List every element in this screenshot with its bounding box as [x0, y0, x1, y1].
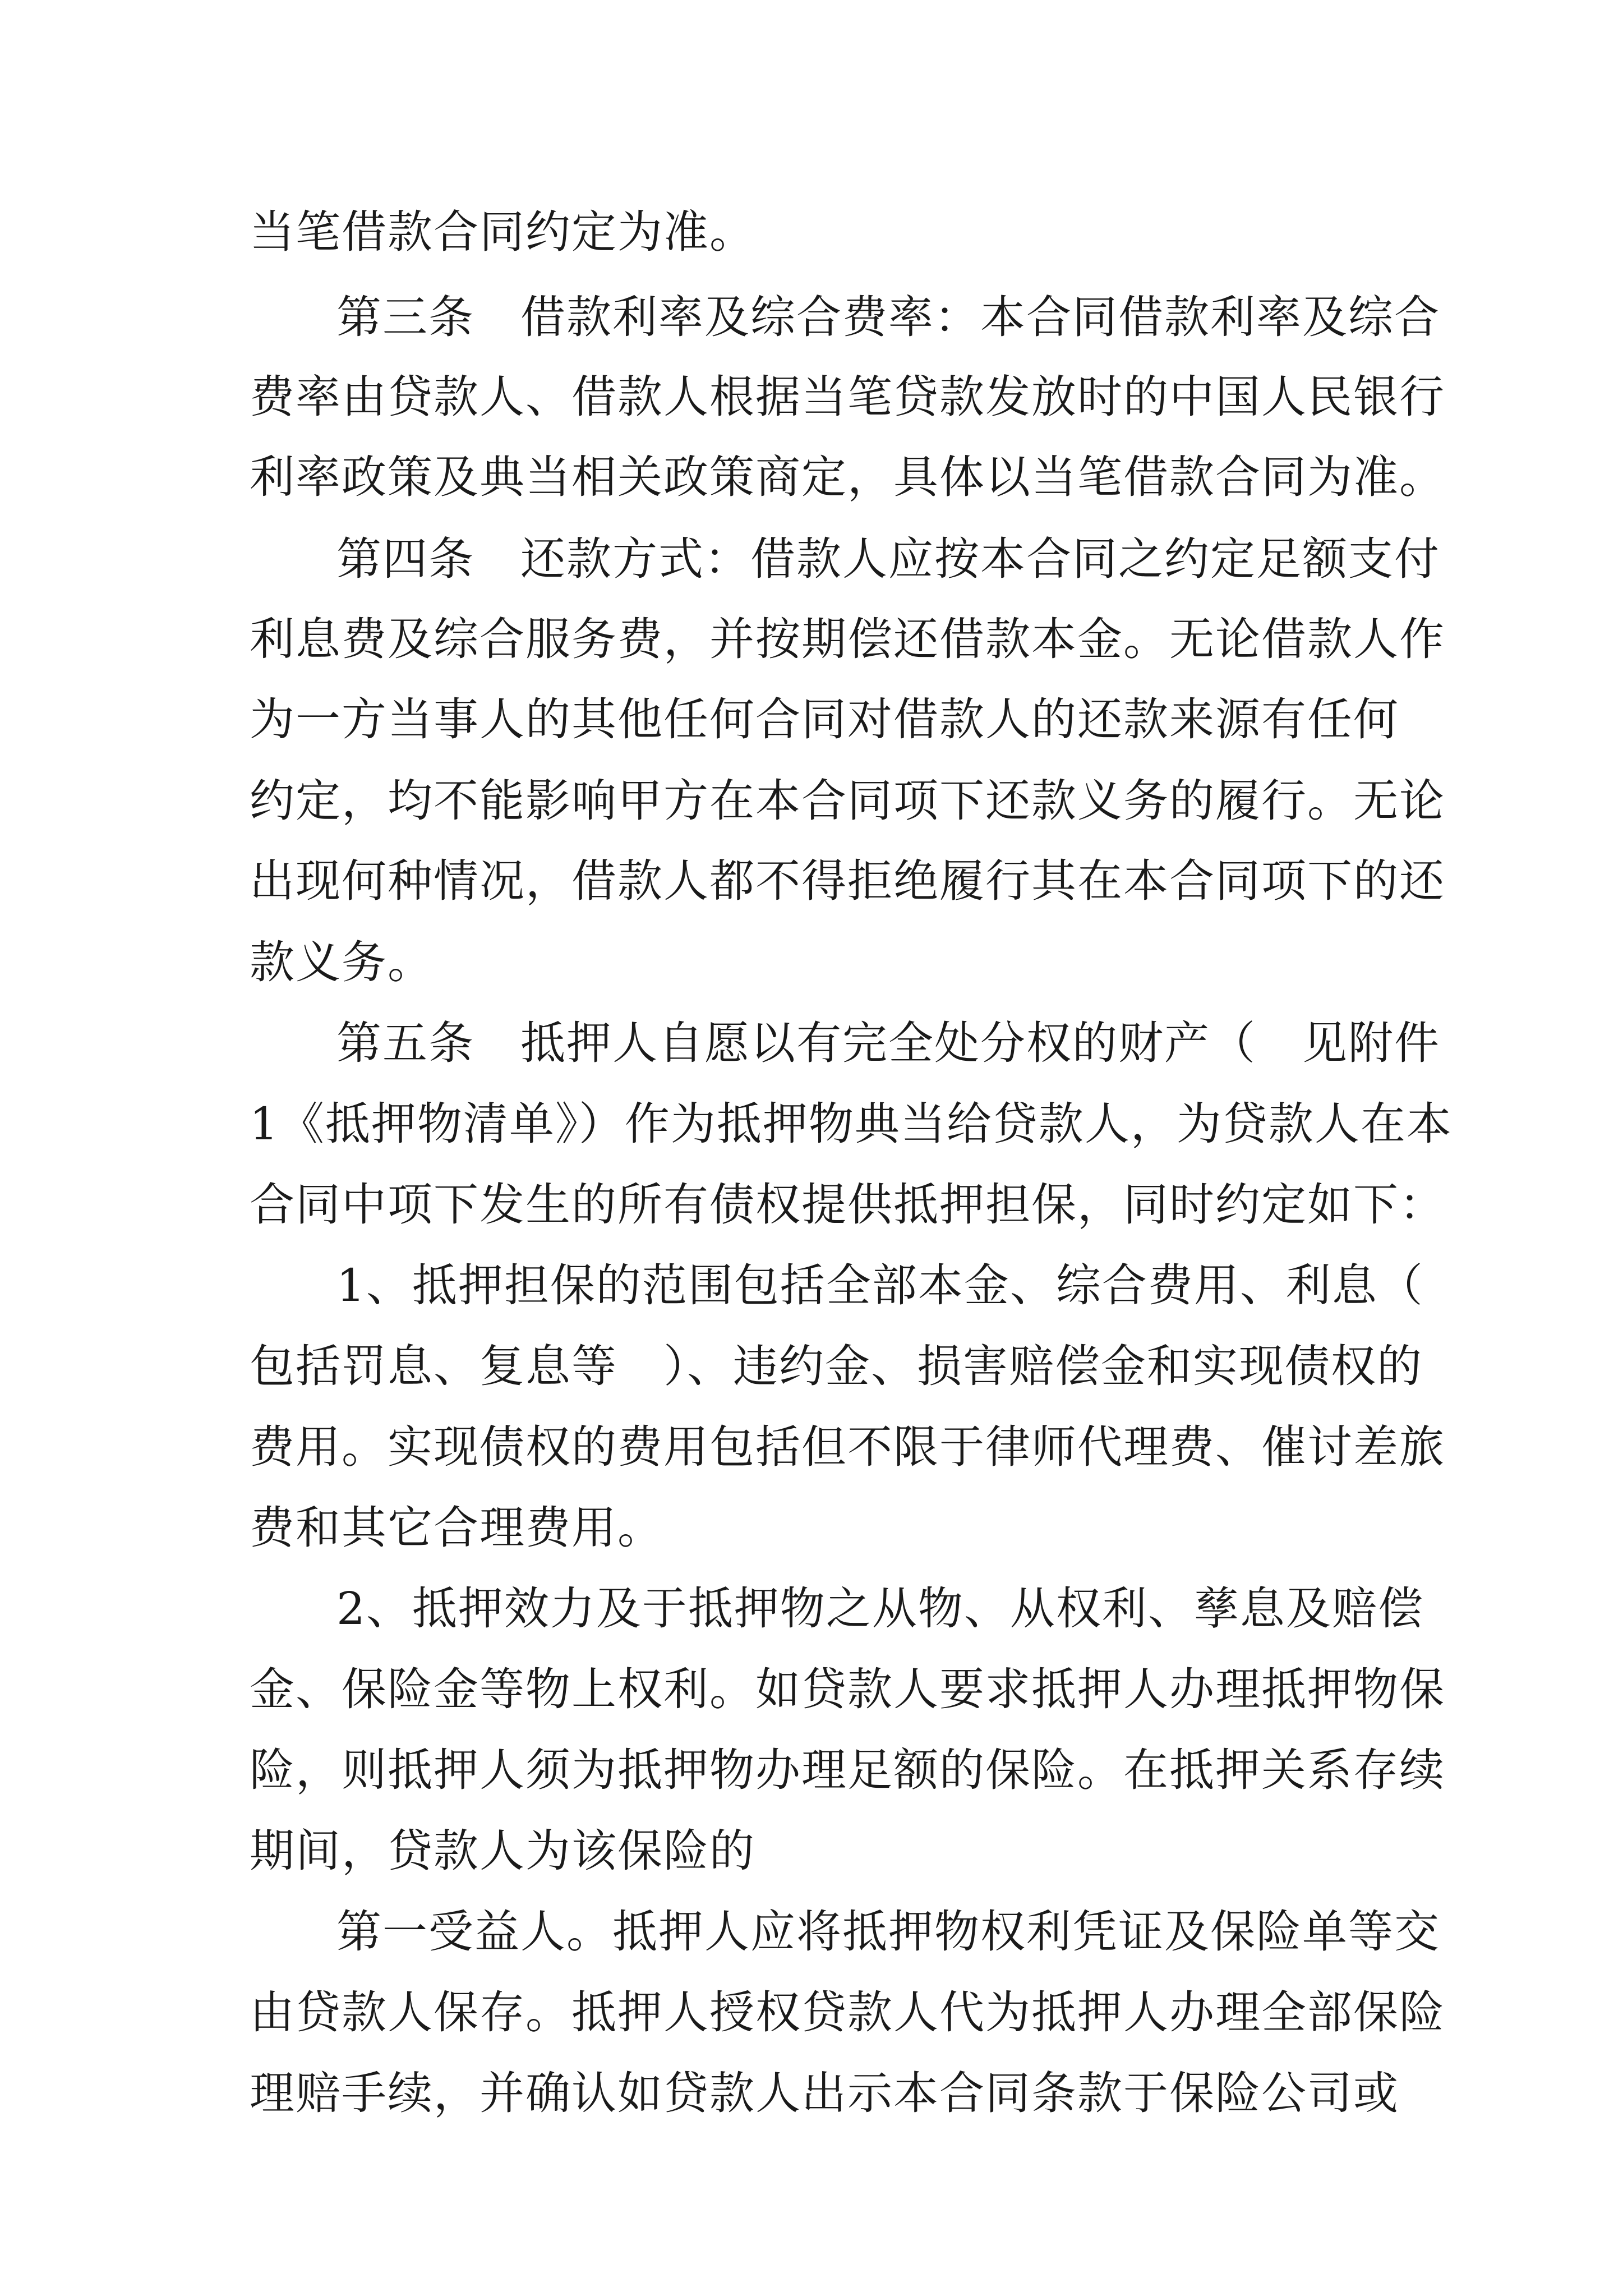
text-line: 利息费及综合服务费，并按期偿还借款本金。无论借款人作: [250, 613, 1445, 665]
text-line: 利率政策及典当相关政策商定，具体以当笔借款合同为准。: [250, 451, 1445, 503]
text-line: 当笔借款合同约定为准。: [250, 206, 755, 258]
text-line: 第五条 抵押人自愿以有完全处分权的财产（ 见附件: [336, 1017, 1440, 1069]
text-line: 理赔手续，并确认如贷款人出示本合同条款于保险公司或: [250, 2067, 1399, 2119]
text-line: 期间，贷款人为该保险的: [250, 1825, 755, 1877]
text-line: 包括罚息、复息等 ）、违约金、损害赔偿金和实现债权的: [250, 1340, 1423, 1392]
text-line: 第四条 还款方式：借款人应按本合同之约定足额支付: [336, 533, 1440, 585]
text-line: 费用。实现债权的费用包括但不限于律师代理费、催讨差旅: [250, 1421, 1445, 1473]
text-line: 第一受益人。抵押人应将抵押物权利凭证及保险单等交: [336, 1906, 1440, 1958]
text-line: 由贷款人保存。抵押人授权贷款人代为抵押人办理全部保险: [250, 1986, 1445, 2039]
text-line: 1、抵押担保的范围包括全部本金、综合费用、利息（: [336, 1259, 1424, 1312]
text-line: 合同中项下发生的所有债权提供抵押担保，同时约定如下：: [250, 1179, 1445, 1231]
text-line: 为一方当事人的其他任何合同对借款人的还款来源有任何: [250, 693, 1399, 746]
text-line: 1《抵押物清单》）作为抵押物典当给贷款人，为贷款人在本: [250, 1098, 1453, 1150]
text-line: 费率由贷款人、借款人根据当笔贷款发放时的中国人民银行: [250, 371, 1445, 423]
text-line: 险，则抵押人须为抵押物办理足额的保险。在抵押关系存续: [250, 1744, 1445, 1796]
text-line: 费和其它合理费用。: [250, 1502, 663, 1554]
text-line: 出现何种情况，借款人都不得拒绝履行其在本合同项下的还: [250, 855, 1445, 907]
text-line: 金、保险金等物上权利。如贷款人要求抵押人办理抵押物保: [250, 1663, 1445, 1715]
text-line: 第三条 借款利率及综合费率：本合同借款利率及综合: [336, 291, 1440, 343]
text-line: 约定，均不能影响甲方在本合同项下还款义务的履行。无论: [250, 775, 1445, 827]
text-line: 款义务。: [250, 936, 434, 988]
text-line: 2、抵押效力及于抵押物之从物、从权利、孳息及赔偿: [336, 1582, 1424, 1635]
